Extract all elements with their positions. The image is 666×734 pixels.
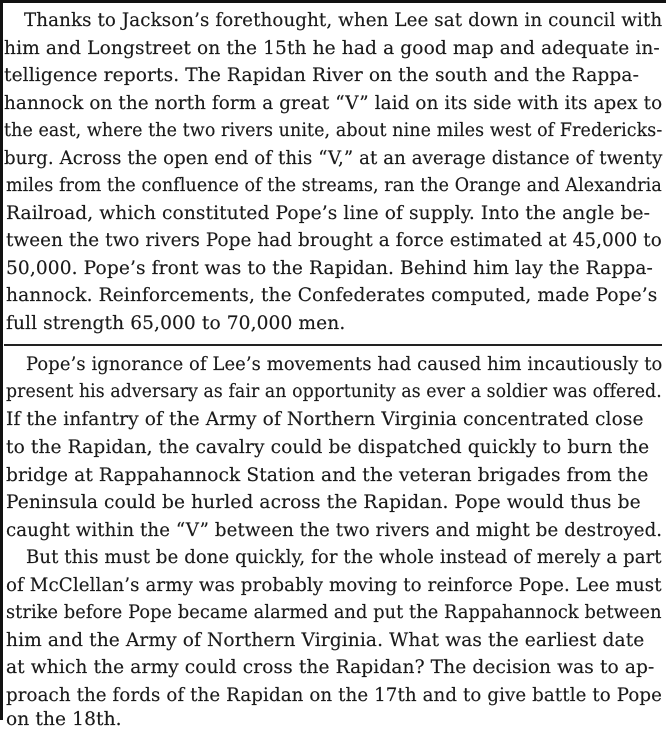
text-line: 50,000. Pope’s front was to the Rapidan. Behind him lay the Rappa- bbox=[6, 258, 653, 279]
text-line: strike before Pope became alarmed and put the Rappahannock between bbox=[6, 602, 662, 623]
text-line: full strength 65,000 to 70,000 men. bbox=[6, 313, 346, 334]
text-line: telligence reports. The Rapidan River on the south and the Rappa- bbox=[4, 65, 639, 86]
text-line: hannock on the north form a great “V” laid on its side with its apex to bbox=[4, 93, 663, 114]
text-line: hannock. Reinforcements, the Confederates computed, made Pope’s bbox=[6, 285, 658, 306]
text-line: at which the army could cross the Rapidan? The decision was to ap- bbox=[6, 657, 655, 678]
text-line: him and the Army of Northern Virginia. What was the earliest date bbox=[6, 630, 645, 651]
page-top-edge bbox=[0, 0, 666, 3]
text-line: bridge at Rappahannock Station and the veteran brigades from the bbox=[6, 465, 649, 486]
text-line: But this must be done quickly, for the whole instead of merely a part bbox=[26, 547, 662, 568]
scan-join-rule bbox=[4, 344, 662, 346]
text-line: Railroad, which constituted Pope’s line of supply. Into the angle be- bbox=[6, 203, 650, 224]
text-line: Thanks to Jackson’s forethought, when Lee sat down in council with bbox=[24, 10, 663, 31]
text-line: miles from the confluence of the streams, ran the Orange and Alexandria bbox=[6, 175, 662, 196]
text-line: the east, where the two rivers unite, about nine miles west of Fredericks- bbox=[4, 120, 663, 141]
page-left-edge bbox=[0, 0, 3, 720]
text-line: Pope’s ignorance of Lee’s movements had caused him incautiously to bbox=[26, 354, 663, 375]
text-line: him and Longstreet on the 15th he had a good map and adequate in- bbox=[4, 38, 660, 59]
text-line: Peninsula could be hurled across the Rapidan. Pope would thus be bbox=[6, 492, 641, 513]
text-line: to the Rapidan, the cavalry could be dispatched quickly to burn the bbox=[6, 437, 650, 458]
text-line: If the infantry of the Army of Northern Virginia concentrated close bbox=[6, 409, 644, 430]
text-line: proach the fords of the Rapidan on the 17th and to give battle to Pope bbox=[6, 685, 663, 706]
text-line: burg. Across the open end of this “V,” at an average distance of twenty bbox=[4, 148, 663, 169]
text-line: caught within the “V” between the two rivers and might be destroyed. bbox=[6, 520, 663, 541]
text-line: tween the two rivers Pope had brought a force estimated at 45,000 to bbox=[6, 230, 662, 251]
text-line: of McClellan’s army was probably moving to reinforce Pope. Lee must bbox=[6, 575, 662, 596]
text-line: on the 18th. bbox=[6, 709, 122, 730]
text-line: present his adversary as fair an opportunity as ever a soldier was offered. bbox=[6, 381, 662, 402]
